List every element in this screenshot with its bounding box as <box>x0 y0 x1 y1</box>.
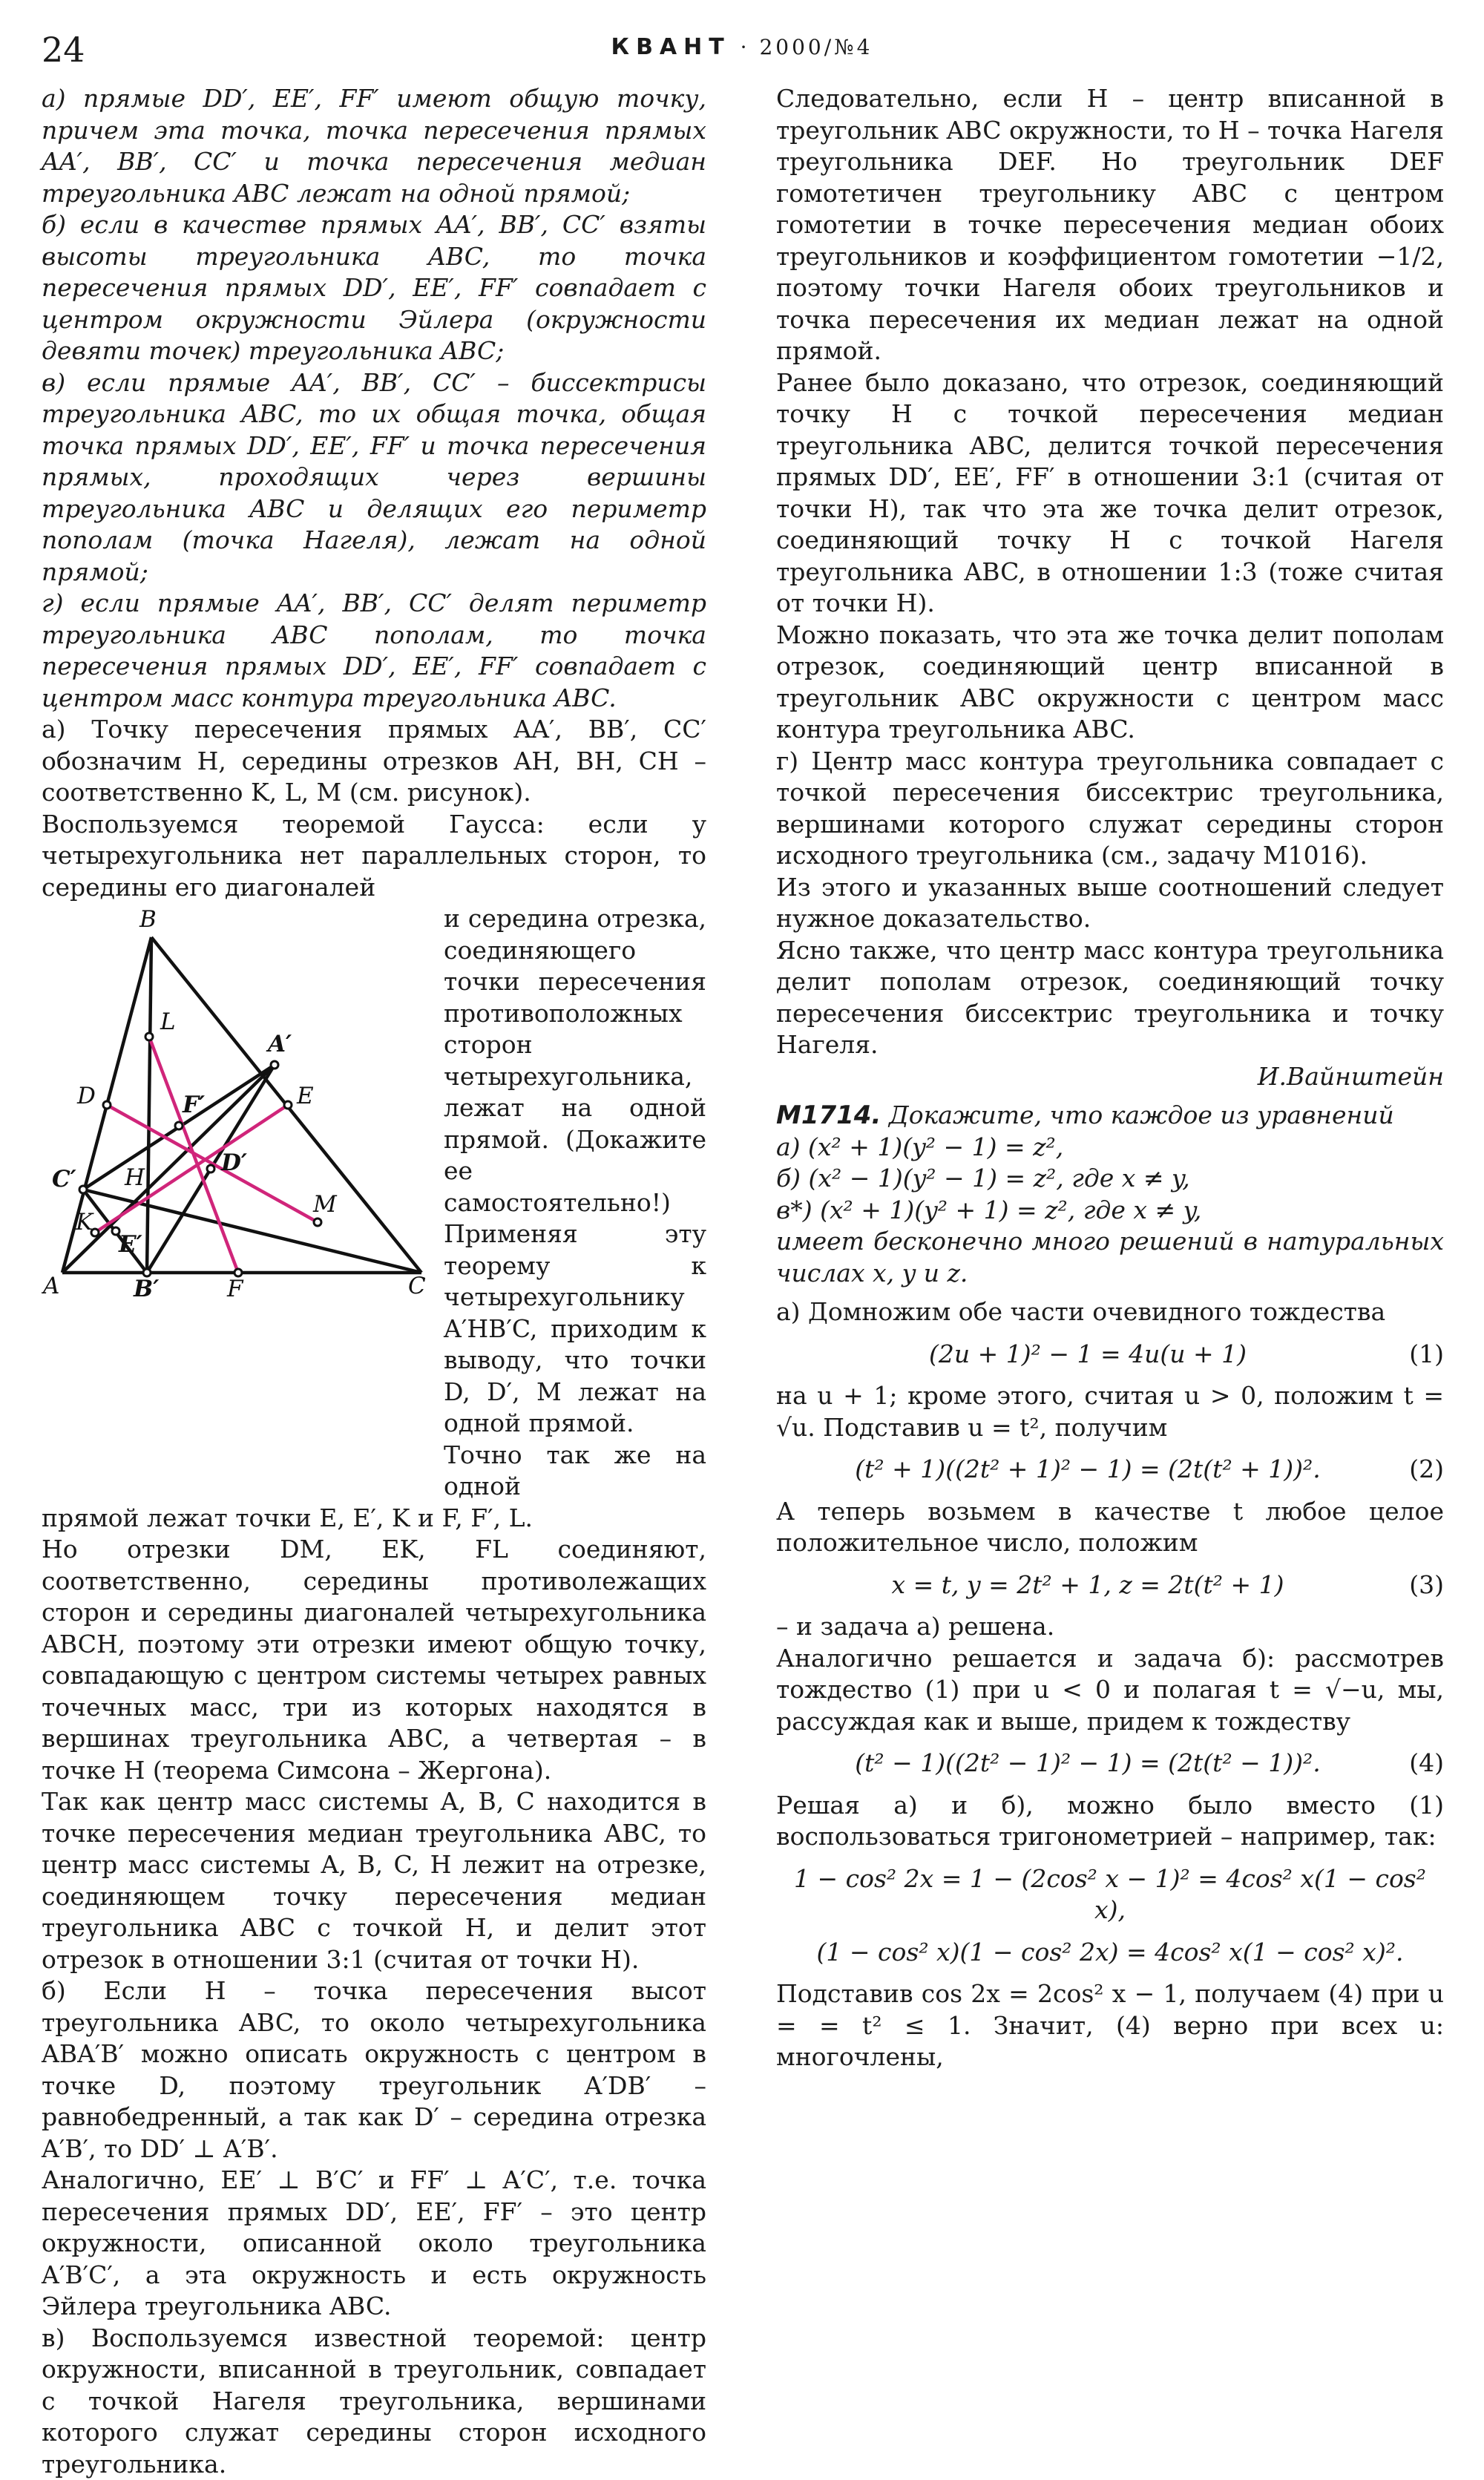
label-e: E <box>296 1083 314 1109</box>
problem-text: Докажите, что каждое из уравнений <box>889 1100 1394 1129</box>
line-ek <box>95 1105 288 1233</box>
step-6: Решая а) и б), можно было вместо (1) воспользоваться тригонометрией – например, так: <box>776 1790 1444 1853</box>
point-aprime <box>271 1061 278 1069</box>
equation-v: в*) (x² + 1)(y² + 1) = z², где x ≠ y, <box>776 1195 1444 1227</box>
conclusion: Из этого и указанных выше соотношений следует нужное доказательство. <box>776 872 1444 935</box>
label-fprime: F′ <box>182 1092 205 1118</box>
nagel-paragraph: Следовательно, если H – центр вписанной в треугольник ABC окружности, то H – точка Нагеля треугольника DEF. Но треугольник DEF гомотетичен треугольнику ABC с центром гомотетии в точке пересечения медиан обоих треугольников и коэффициентом гомотетии −1/2, поэтому точки Нагеля обоих треугольников и точка пересечения их медиан лежат на одной прямой. <box>776 83 1444 367</box>
left-column <box>42 83 706 2480</box>
label-c: C <box>408 1273 426 1299</box>
step-7: Подставив cos 2x = 2cos² x − 1, получаем (4) при u = = t² ≤ 1. Значит, (4) верно при всех u: многочлены, <box>776 1978 1444 2073</box>
formula-2-row <box>776 1454 1444 1486</box>
formula-4: (t² − 1)((2t² − 1)² − 1) = (2t(t² − 1))². <box>776 1748 1399 1779</box>
solution-g: г) Центр масс контура треугольника совпадает с точкой пересечения биссектрис треугольника, вершинами которого служат середины сторон исходного треугольника (см., задачу М1016). <box>776 746 1444 872</box>
point-e <box>284 1101 292 1109</box>
claim-v: в) если прямые AA′, BB′, CC′ – биссектрисы треугольника ABC, то их общая точка, общая точка прямых DD′, EE′, FF′ и точка пересечения прямых, проходящих через вершины треугольника ABC и делящих его периметр пополам (точка Нагеля), лежат на одной прямой; <box>42 367 706 588</box>
point-dprime <box>207 1165 214 1172</box>
label-f: F <box>226 1276 244 1302</box>
label-m: M <box>312 1191 338 1218</box>
step-2: на u + 1; кроме этого, считая u > 0, положим t = √u. Подставив u = t², получим <box>776 1380 1444 1443</box>
equation-b: б) (x² − 1)(y² − 1) = z², где x ≠ y, <box>776 1163 1444 1195</box>
mass-center-paragraph: Так как центр масс системы A, B, C находится в точке пересечения медиан треугольника ABC, то центр масс системы A, B, C, H лежит на отрезке, соединяющем точку пересечения медиан треугольника ABC с точкой H, и делит этот отрезок в отношении 3:1 (считая от точки H). <box>42 1786 706 1975</box>
page-number: 24 <box>42 30 85 70</box>
gauss-theorem-side: и середина отрезка, соединяющего точки пересечения противоположных сторон четырехугольника, лежат на одной прямой. (Докажите ее самостоятельно!) <box>444 903 706 1218</box>
figure-block <box>42 903 706 1503</box>
label-dprime: D′ <box>220 1149 247 1176</box>
label-d: D <box>76 1083 96 1109</box>
point-fprime <box>175 1122 183 1129</box>
formula-6: (1 − cos² x)(1 − cos² 2x) = 4cos² x(1 − cos² x)². <box>776 1937 1444 1969</box>
label-h: H <box>124 1164 145 1191</box>
solution-b: б) Если H – точка пересечения высот треугольника ABC, то около четырехугольника ABA′B′ можно описать окружность с центром в точке D, поэтому треугольник A′DB′ – равнобедренный, а так как D′ – середина отрезка A′B′, то DD′ ⊥ A′B′. <box>42 1975 706 2165</box>
solution-b-analog: Аналогично, EE′ ⊥ B′C′ и FF′ ⊥ A′C′, т.е. точка пересечения прямых DD′, EE′, FF′ – это центр окружности, описанной около треугольника A′B′C′, а эта окружность и есть окружность Эйлера треугольника ABC. <box>42 2165 706 2323</box>
label-l: L <box>160 1008 176 1035</box>
formula-2: (t² + 1)((2t² + 1)² − 1) = (2t(t² + 1))². <box>776 1454 1399 1486</box>
same-line-start: Точно так же на одной <box>444 1440 706 1503</box>
formula-5-row <box>776 1863 1444 1926</box>
solution-v: в) Воспользуемся известной теоремой: центр окружности, вписанной в треугольник, совпадает с точкой Нагеля треугольника, вершинами которого служат середины сторон исходного треугольника. <box>42 2323 706 2480</box>
equation-a: а) (x² + 1)(y² − 1) = z², <box>776 1132 1444 1164</box>
step-4: – и задача а) решена. <box>776 1611 1444 1643</box>
label-aprime: A′ <box>266 1031 292 1057</box>
point-d <box>103 1101 111 1109</box>
author-signature: И.Вайнштейн <box>776 1061 1444 1093</box>
formula-3-number: (3) <box>1399 1569 1444 1601</box>
journal-title: КВАНТ <box>611 34 731 60</box>
problem-id: M1714. <box>776 1100 881 1130</box>
point-l <box>145 1033 153 1040</box>
formula-6-row <box>776 1937 1444 1969</box>
final-remark: Ясно также, что центр масс контура треугольника делит пополам отрезок, соединяющий точку пересечения биссектрис треугольника и точку Нагеля. <box>776 935 1444 1061</box>
formula-4-number: (4) <box>1399 1748 1444 1779</box>
formula-3: x = t, y = 2t² + 1, z = 2t(t² + 1) <box>776 1569 1399 1601</box>
point-m <box>314 1218 321 1226</box>
step-1: а) Домножим обе части очевидного тождества <box>776 1296 1444 1328</box>
problem-tail: имеет бесконечно много решений в натуральных числах x, y и z. <box>776 1226 1444 1289</box>
formula-1-row <box>776 1339 1444 1371</box>
same-line-rest: прямой лежат точки E, E′, K и F, F′, L. <box>42 1503 706 1535</box>
label-a: A <box>42 1273 59 1299</box>
segments-common-point: Но отрезки DM, EK, FL соединяют, соответственно, середины противолежащих сторон и середины диагоналей четырехугольника ABCH, поэтому эти отрезки имеют общую точку, совпадающую с центром системы четырех равных точечных масс, три из которых находятся в вершинах треугольника ABC, а четвертая – в точке H (теорема Симсона – Жергона). <box>42 1534 706 1786</box>
problem-statement <box>776 1100 1444 1132</box>
formula-2-number: (2) <box>1399 1454 1444 1486</box>
label-cprime: C′ <box>52 1166 76 1193</box>
label-b: B <box>139 906 157 933</box>
formula-5: 1 − cos² 2x = 1 − (2cos² x − 1)² = 4cos² x(1 − cos² x), <box>776 1863 1444 1926</box>
figure-side-text <box>444 903 706 1503</box>
ratio-paragraph: Ранее было доказано, что отрезок, соединяющий точку H с точкой пересечения медиан треугольника ABC, делится точкой пересечения прямых DD′, EE′, FF′ в отношении 3:1 (считая от точки H), так что эта же точка делит отрезок, соединяющий точку H с точкой Нагеля треугольника ABC, в отношении 1:3 (тоже считая от точки H). <box>776 367 1444 620</box>
gauss-theorem-start: Воспользуемся теоремой Гаусса: если у четырехугольника нет параллельных сторон, то середины его диагоналей <box>42 809 706 904</box>
formula-1-number: (1) <box>1399 1339 1444 1371</box>
claim-a: а) прямые DD′, EE′, FF′ имеют общую точку, причем эта точка, точка пересечения прямых AA′, BB′, CC′ и точка пересечения медиан треугольника ABC лежат на одной прямой; <box>42 83 706 209</box>
running-header <box>0 34 1484 60</box>
claim-g: г) если прямые AA′, BB′, CC′ делят периметр треугольника ABC пополам, то точка пересечения прямых DD′, EE′, FF′ совпадает с центром масс контура треугольника ABC. <box>42 588 706 714</box>
midpoint-paragraph: Можно показать, что эта же точка делит пополам отрезок, соединяющий центр вписанной в треугольник ABC окружности с центром масс контура треугольника ABC. <box>776 620 1444 746</box>
apply-theorem: Применяя эту теорему к четырехугольнику A′HB′C, приходим к выводу, что точки D, D′, M лежат на одной прямой. <box>444 1218 706 1440</box>
triangle-figure <box>42 903 444 1304</box>
solution-a-intro: а) Точку пересечения прямых AA′, BB′, CC′ обозначим H, середины отрезков AH, BH, CH – соответственно K, L, M (см. рисунок). <box>42 714 706 809</box>
point-cprime <box>79 1186 87 1193</box>
claim-b: б) если в качестве прямых AA′, BB′, CC′ взяты высоты треугольника ABC, то точка пересечения прямых DD′, EE′, FF′ совпадает с центром окружности Эйлера (окружности девяти точек) треугольника ABC; <box>42 209 706 367</box>
label-eprime: E′ <box>118 1231 142 1258</box>
step-3: А теперь возьмем в качестве t любое целое положительное число, положим <box>776 1496 1444 1559</box>
right-column <box>776 83 1444 2073</box>
label-k: K <box>75 1209 94 1236</box>
cevian-bb <box>147 937 151 1273</box>
step-5: Аналогично решается и задача б): рассмотрев тождество (1) при u < 0 и полагая t = √−u, мы, рассуждая как и выше, придем к тождеству <box>776 1643 1444 1738</box>
formula-4-row <box>776 1748 1444 1779</box>
formula-1: (2u + 1)² − 1 = 4u(u + 1) <box>776 1339 1399 1371</box>
issue-number: · 2000/№4 <box>741 35 873 59</box>
formula-3-row <box>776 1569 1444 1601</box>
label-bprime: B′ <box>133 1276 159 1302</box>
